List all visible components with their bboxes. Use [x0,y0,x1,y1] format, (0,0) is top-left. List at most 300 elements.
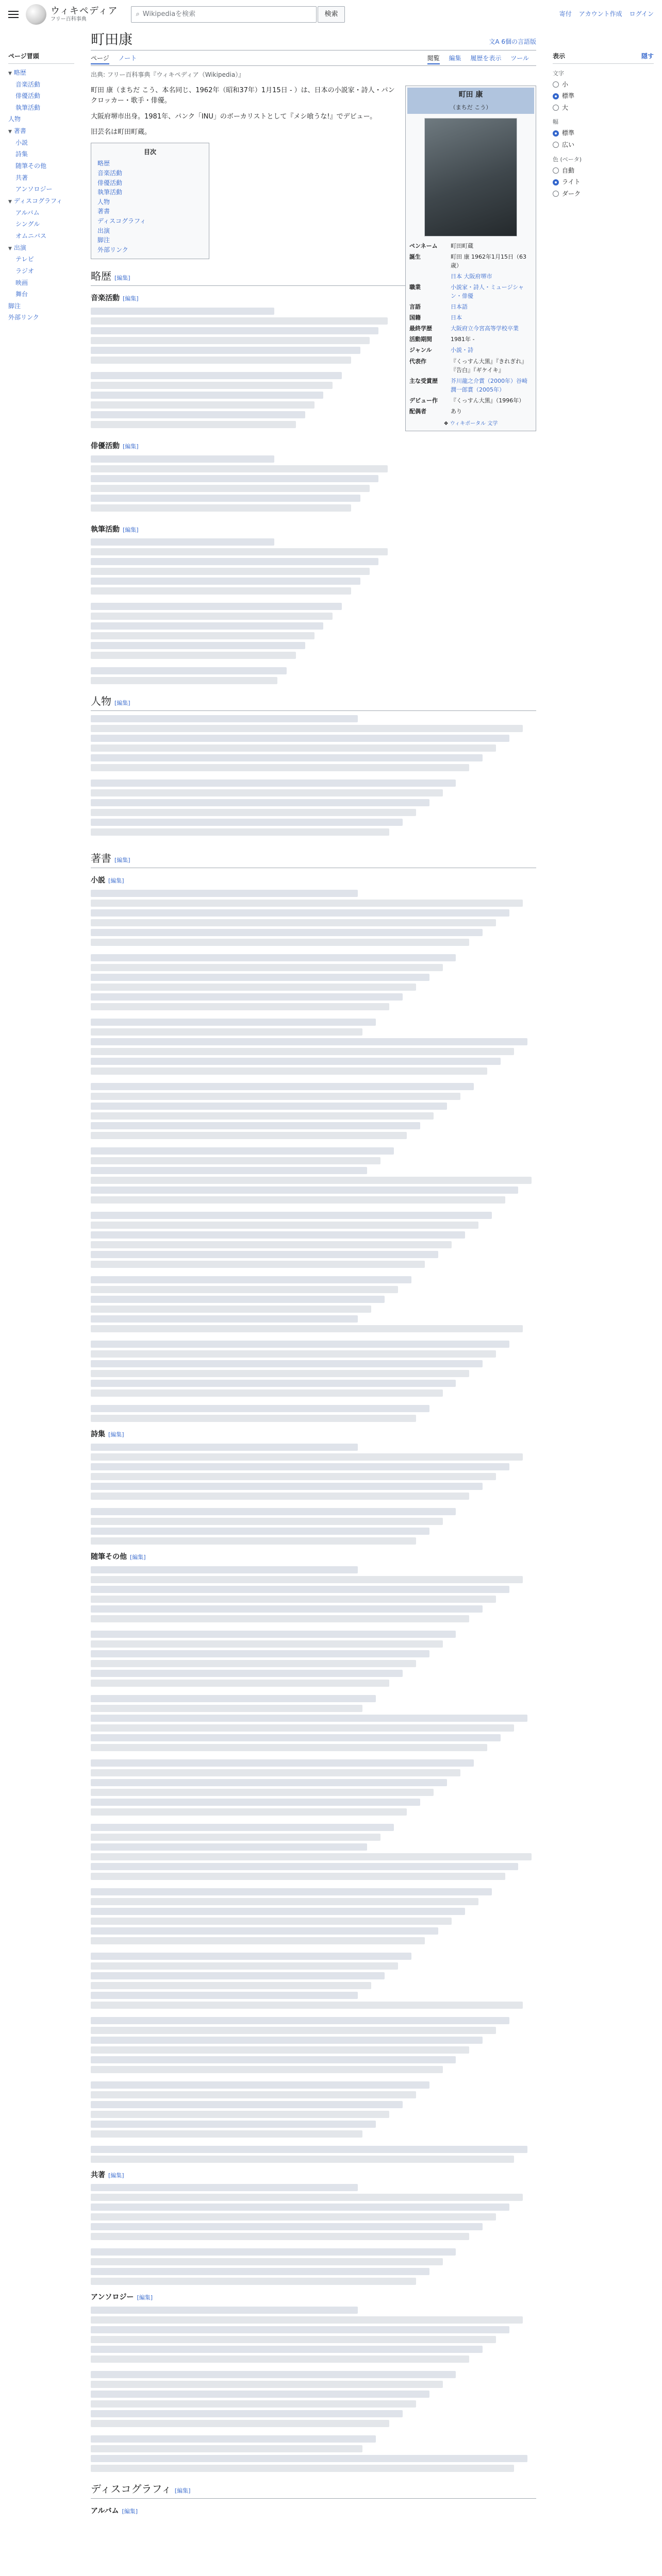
infobox-row: 国籍 日本 [409,314,462,321]
tagline: フリー百科事典 [51,16,87,22]
text-line [91,1908,465,1915]
portal-icon: ❖ [443,420,450,427]
text-line [91,1067,487,1075]
text-line [91,558,378,565]
text-line [91,1241,452,1248]
text-line [91,1586,509,1593]
text-line [91,1003,389,1010]
edit-section-link[interactable]: [編集] [174,2487,191,2494]
subsection-heading: 音楽活動 [編集] [91,294,139,303]
infobox [405,86,536,431]
text-line [91,1212,492,1219]
radio-text-large[interactable]: 大 [553,103,654,113]
text-line [91,2130,362,2138]
section-body [91,2184,536,2285]
text-line [91,929,483,936]
text-line [91,1083,474,1090]
text-line [91,2268,429,2275]
text-line [91,603,342,610]
toc-item[interactable]: 脚注 [97,236,110,244]
text-line [91,984,416,991]
text-line [91,2400,416,2408]
text-line [91,327,378,334]
section-body [91,1444,536,1545]
text-line [91,622,323,630]
sidebar-item[interactable]: ラジオ [15,267,35,275]
page-title: 町田康 [91,32,133,48]
text-line [91,744,496,752]
toc-heading: 目次 [143,148,156,156]
section-body [91,2307,536,2472]
edit-section-link[interactable]: [編集] [137,2294,153,2301]
text-line [91,1325,523,1332]
text-line [91,1873,505,1880]
text-line [91,401,315,409]
edit-section-link[interactable]: [編集] [108,1431,124,1438]
text-line [91,735,509,742]
text-line [91,2101,403,2108]
infobox-title: 町田 康 [407,88,534,103]
infobox-row: 代表作 『くっすん大黒』『きれぎれ』『告白』『ギケイキ』 [409,358,527,374]
sidebar-item[interactable]: 執筆活動 [15,104,41,111]
search-button[interactable]: 検索 [318,6,344,23]
tab-page[interactable]: ページ [91,55,109,64]
toc-item[interactable]: ディスコグラフィ [97,217,146,225]
text-line [91,495,360,502]
text-line [91,2410,403,2417]
toc-item[interactable]: 俳優活動 [97,179,123,187]
text-line [91,1927,438,1935]
text-line [91,2278,416,2285]
infobox-row: ペンネーム 町田町蔵 [409,243,473,250]
section-body [91,1566,536,2163]
infobox-row: 誕生 町田 康 1962年1月15日（63歳） [409,253,526,269]
text-line [91,1196,505,1204]
radio-selected-icon [553,130,559,137]
section-body [91,538,397,684]
text-line [91,1315,358,1323]
text-line [91,1444,358,1451]
chevron-down-icon[interactable]: ▼ [8,71,12,76]
text-line [91,1759,474,1767]
portrait-image[interactable] [424,118,517,236]
text-line [91,1799,420,1806]
text-line [91,2455,527,2462]
text-line [91,1537,416,1545]
sidebar-item[interactable]: アンソロジー [15,185,53,193]
edit-section-link[interactable]: [編集] [114,275,130,282]
sidebar-item[interactable]: 詩集 [15,150,28,158]
toc-item[interactable]: 略歴 [97,160,110,167]
section-heading: 人物 [編集] [91,693,536,711]
text-line [91,455,274,463]
edit-section-link[interactable]: [編集] [114,857,130,864]
sidebar-item[interactable]: 外部リンク [8,314,39,321]
text-line [91,2017,509,2024]
section-heading: 略歴 [編集] [91,268,536,286]
text-line [91,1306,371,1313]
tab-edit[interactable]: 編集 [449,55,461,62]
text-line [91,1389,443,1397]
text-line [91,1251,438,1258]
infobox-row: デビュー作 『くっすん大黒』（1996年） [409,397,525,404]
radio-color-dark[interactable]: ダーク [553,189,654,199]
section-body [91,890,536,1422]
page-title-bar [91,31,536,50]
text-line [91,1405,429,1412]
text-line [91,2204,509,2211]
text-line [91,764,469,771]
tab-history[interactable]: 履歴を表示 [470,55,502,62]
sidebar-item[interactable]: 随筆その他 [15,162,47,170]
text-line [91,2258,443,2265]
intro-paragraph: 旧芸名は町田町蔵。 [91,128,152,136]
text-line [91,652,296,659]
text-line [91,900,523,907]
text-line [91,1605,483,1613]
text-line [91,1231,465,1239]
text-line [91,372,342,379]
subsection-heading: 小説 [編集] [91,876,124,885]
text-line [91,632,315,639]
wordmark-text: ウィキペディア [51,6,118,17]
text-line [91,1167,367,1174]
radio-icon [553,105,559,111]
text-line [91,939,469,946]
text-line [91,1744,487,1751]
text-line [91,974,429,981]
sidebar-item[interactable]: ▼ 出演 [8,244,26,251]
wordmark[interactable] [51,6,118,23]
text-line [91,1370,469,1377]
text-line [91,1296,385,1303]
text-line [91,1650,429,1657]
text-line [91,587,351,595]
edit-section-link[interactable]: [編集] [123,295,139,302]
sidebar-item[interactable]: 映画 [15,279,28,286]
text-line [91,1058,501,1065]
text-line [91,1463,509,1470]
radio-icon [553,142,559,148]
infobox-row: 職業 小説家・詩人・ミュージシャン・俳優 [409,284,524,300]
infobox-table [407,241,534,417]
text-line [91,964,443,971]
text-line [91,715,358,722]
text-line [91,1360,483,1367]
text-line [91,1132,407,1139]
text-line [91,2233,469,2240]
text-line [91,677,277,684]
edit-section-link[interactable]: [編集] [123,443,139,450]
login-link[interactable]: ログイン [629,10,654,18]
edit-section-link[interactable]: [編集] [123,526,139,533]
text-line [91,1695,376,1702]
text-line [91,909,509,917]
language-button[interactable]: 文A 6個の言語版 [489,38,536,45]
text-line [91,1824,394,1831]
toc-item[interactable]: 執筆活動 [97,189,123,196]
text-line [91,347,360,354]
text-line [91,2371,456,2378]
text-line [91,2346,483,2353]
text-line [91,1286,398,1293]
radio-color-auto[interactable]: 自動 [553,166,654,176]
text-line [91,1261,425,1268]
text-line [91,1596,496,1603]
text-line [91,1853,532,1860]
infobox-subtitle: （まちだ こう） [407,103,534,114]
text-line [91,2381,443,2388]
text-line [91,485,370,492]
text-line [91,1937,425,1944]
text-line [91,2223,483,2230]
text-line [91,2420,389,2427]
text-line [91,1566,358,1573]
text-line [91,1863,518,1870]
text-line [91,1187,518,1194]
wikipedia-logo[interactable] [26,4,46,25]
text-line [91,993,403,1001]
chevron-down-icon[interactable]: ▼ [8,129,12,134]
toc-item[interactable]: 外部リンク [97,246,128,253]
text-line [91,1508,456,1515]
subsection-heading: 共著 [編集] [91,2171,124,2179]
text-line [91,2027,496,2034]
sidebar-heading[interactable]: ページ冒頭 [8,52,74,64]
text-line [91,1779,447,1786]
text-line [91,1038,527,1045]
text-line [91,1843,367,1851]
text-line [91,919,496,926]
infobox-row: 言語 日本語 [409,303,468,311]
text-line [91,504,351,512]
text-line [91,317,388,325]
radio-color-light[interactable]: ライト [553,177,654,187]
text-line [91,1453,523,1461]
infobox-row: 活動期間 1981年 - [409,336,475,343]
text-line [91,1789,434,1796]
text-line [91,1380,456,1387]
section-heading: ディスコグラフィ [編集] [91,2481,536,2499]
text-line [91,1147,394,1155]
text-line [91,819,403,826]
infobox-row: 日本 大阪府堺市 [451,273,492,280]
edit-section-link[interactable]: [編集] [108,2172,124,2179]
create-account-link[interactable]: アカウント作成 [578,10,622,18]
search-form [131,6,344,23]
search-input[interactable] [131,6,317,23]
edit-section-link[interactable]: [編集] [114,700,130,707]
sidebar-item[interactable]: テレビ [15,256,34,263]
text-line [91,2037,483,2044]
toc-item[interactable]: 音楽活動 [97,170,123,177]
article-sections [91,268,536,2517]
header [0,0,662,29]
text-line [91,754,483,761]
text-line [91,1112,434,1120]
text-line [91,1473,496,1480]
text-line [91,1576,523,1583]
intro-paragraph: 町田 康（まちだ こう、本名同じ、1962年（昭和37年）1月15日 - ）は、日本の小説家・詩人・パンクロッカー・歌手・俳優。 [91,87,395,105]
text-line [91,1734,501,1741]
text-line [91,337,370,344]
text-line [91,1122,420,1129]
text-line [91,1660,416,1667]
edit-section-link[interactable]: [編集] [130,1553,146,1561]
text-line [91,1680,389,1687]
text-line [91,1898,478,1905]
text-line [91,1631,456,1638]
donate-link[interactable]: 寄付 [559,10,572,18]
sidebar-item[interactable]: 共著 [15,174,28,181]
text-line [91,1276,411,1283]
text-line [91,1483,483,1490]
radio-width-wide[interactable]: 広い [553,140,654,150]
hide-button[interactable]: 隠す [641,53,654,60]
text-line [91,548,388,555]
text-line [91,2213,496,2221]
sidebar-item[interactable]: 脚注 [8,302,21,310]
chevron-down-icon[interactable]: ▼ [8,246,12,251]
text-line [91,890,358,897]
text-line [91,2336,496,2343]
text-line [91,779,456,787]
text-line [91,392,323,399]
text-line [91,1350,496,1358]
text-line [91,1415,416,1422]
main-menu-icon[interactable] [8,11,19,18]
text-line [91,789,443,796]
text-line [91,2248,456,2256]
subsection-heading: 俳優活動 [編集] [91,442,139,451]
text-line [91,1528,429,1535]
section-heading: 著書 [編集] [91,851,536,868]
text-line [91,954,456,961]
text-line [91,1982,371,1989]
text-line [91,1177,532,1184]
text-line [91,465,388,472]
subsection-heading: 随筆その他 [編集] [91,1552,146,1561]
radio-text-small[interactable]: 小 [553,80,654,90]
text-line [91,1808,407,1816]
search-placeholder: Wikipediaを検索 [142,10,196,18]
radio-width-standard[interactable]: 標準 [553,128,654,138]
intro-paragraph: 大阪府堺市出身。1981年、パンク「INU」のボーカリストとして『メシ喰うな!』でデビュー。 [91,112,377,121]
toc-item[interactable]: 人物 [97,198,110,206]
sidebar-item[interactable]: 俳優活動 [15,92,41,100]
text-line [91,411,305,418]
toc-item[interactable]: 出演 [97,227,110,234]
text-line [91,538,274,546]
radio-text-standard[interactable]: 標準 [553,91,654,101]
text-line [91,2156,514,2163]
appearance-heading: 表示 隠す [553,52,654,64]
text-line [91,613,333,620]
text-line [91,1341,509,1348]
text-line [91,1640,443,1648]
sidebar-toc [8,52,74,324]
chevron-down-icon[interactable]: ▼ [8,199,12,205]
text-line [91,1962,398,1970]
sidebar-item[interactable]: 舞台 [15,291,28,298]
subsection-heading: アンソロジー [編集] [91,2293,153,2302]
text-line [91,1518,443,1525]
sidebar-item[interactable]: シングル [15,221,40,228]
appearance-panel [553,52,654,200]
main-content [91,31,536,2520]
portal-link[interactable]: ❖ ウィキポータル 文学 [443,420,498,427]
text-line [91,809,416,816]
appearance-group-label: 文字 [553,70,564,77]
edit-section-link[interactable]: [編集] [122,2507,138,2515]
sidebar-item[interactable]: ▼ 著書 [8,127,26,134]
infobox-row: 主な受賞歴 芥川龍之介賞（2000年）谷崎潤一郎賞（2005年） [409,377,527,393]
text-line [91,2445,362,2452]
article-body [91,86,536,2517]
text-line [91,2146,527,2153]
tab-talk[interactable]: ノート [118,55,137,62]
sidebar-item[interactable]: ▼ 略歴 [8,69,26,76]
text-line [91,2002,523,2009]
edit-section-link[interactable]: [編集] [108,877,124,885]
text-line [91,2056,456,2063]
sidebar-item[interactable]: オムニバス [15,232,47,240]
toc-item[interactable]: 著書 [97,208,110,215]
page-tabs [91,54,536,66]
sidebar-item[interactable]: 人物 [8,115,21,123]
text-line [91,2111,389,2118]
text-line [91,1992,358,1999]
text-line [91,1670,403,1677]
subsection-heading: アルバム [編集] [91,2506,138,2515]
text-line [91,1715,527,1722]
infobox-row: 配偶者 あり [409,408,462,415]
tab-read[interactable]: 閲覧 [427,55,440,64]
text-line [91,642,305,649]
article-intro [91,86,397,259]
text-line [91,2307,358,2314]
sidebar-item[interactable]: アルバム [15,209,40,216]
text-line [91,1834,380,1841]
sidebar-item[interactable]: 音楽活動 [15,80,41,88]
text-line [91,2066,443,2073]
text-line [91,382,333,389]
radio-icon [553,167,559,174]
text-line [91,2465,514,2472]
text-line [91,1972,385,1979]
text-line [91,1157,380,1164]
tab-tools[interactable]: ツール [510,55,529,62]
text-line [91,1615,469,1622]
user-links [559,9,654,19]
radio-icon [553,191,559,197]
subsection-heading: 詩集 [編集] [91,1430,124,1439]
sidebar-item[interactable]: 小説 [15,139,28,146]
infobox-row: 最終学歴 大阪府立今宮高等学校卒業 [409,325,519,332]
sidebar-item[interactable]: ▼ ディスコグラフィ [8,197,63,205]
text-line [91,1028,362,1036]
text-line [91,1222,478,1229]
section-body [91,308,397,434]
text-line [91,2326,509,2333]
text-line [91,421,296,428]
appearance-group-label: 色 (ベータ) [553,156,582,163]
text-line [91,1888,492,1895]
radio-selected-icon [553,93,559,99]
text-line [91,1103,447,1110]
text-line [91,2081,429,2089]
text-line [91,2316,523,2324]
